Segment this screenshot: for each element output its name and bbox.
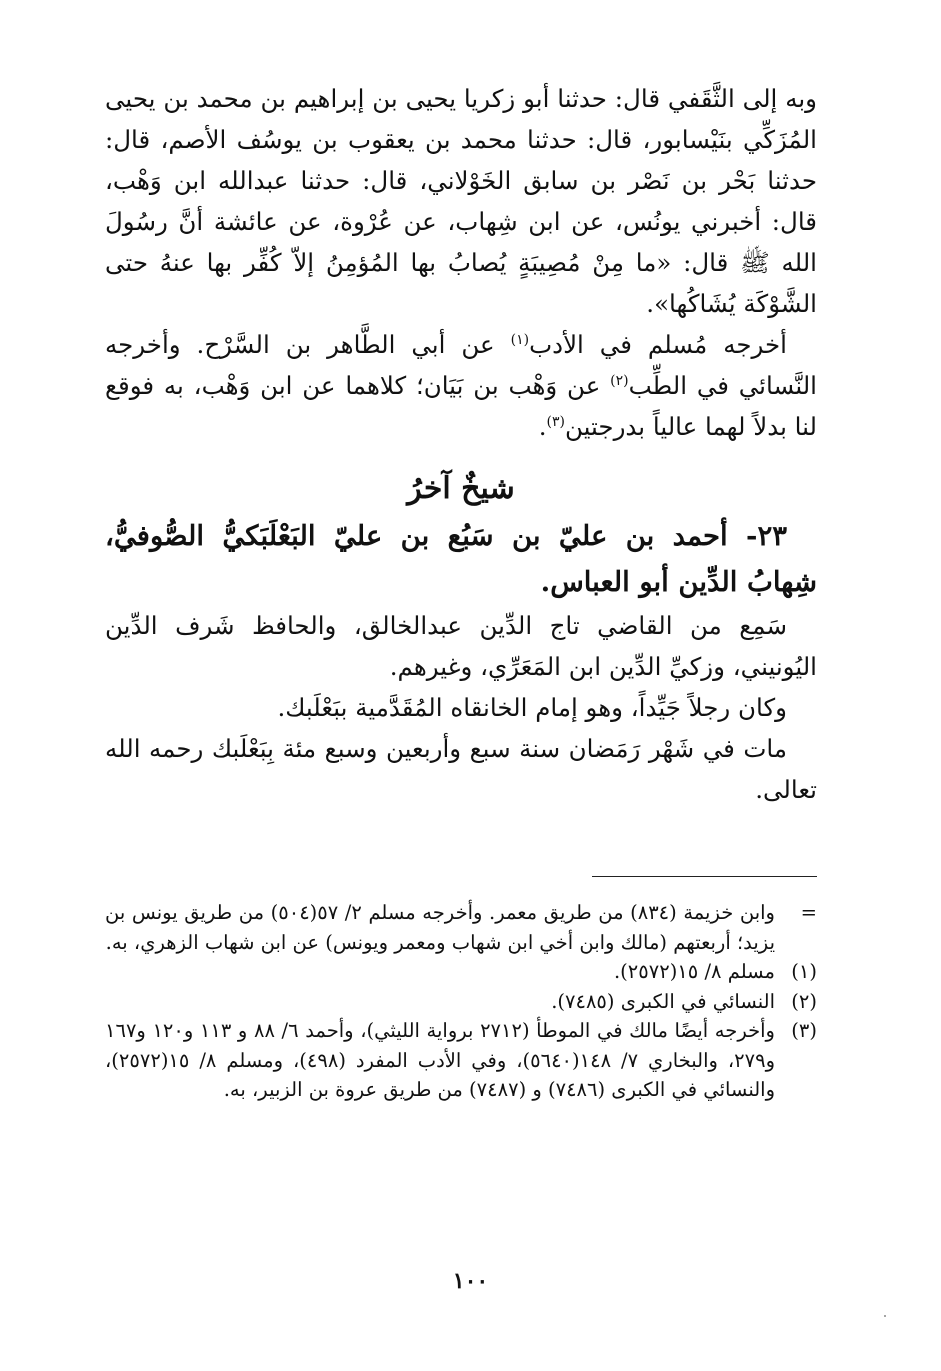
footnote-mark: (٣) — [791, 1019, 817, 1042]
description-paragraph: وكان رجلاً جَيِّداً، وهو إمام الخانقاه المُقَدَّمية ببَعْلَبك. — [277, 693, 787, 722]
footnote-ref-2: (٢) — [610, 372, 629, 389]
footnote-text: النسائي في الكبرى (٧٤٨٥). — [551, 989, 775, 1013]
footnote-separator — [592, 876, 817, 877]
takhrij-text-2: عن أبي الطَّاهر بن السَّرْح. وأخرجه النَّسائي في الطِّب — [105, 330, 817, 400]
takhrij-paragraph — [105, 324, 817, 447]
footnote-text: وأخرجه أيضًا مالك في الموطأ (٢٧١٢ برواية الليثي)، وأحمد ٦/ ٨٨ و ١١٣ و١٢٠ و١٦٧ و٢٧٩، والبخاري ٧/ ١٤٨(٥٦٤٠)، وفي الأدب المفرد (٤٩٨)، ومسلم ٨/ ١٥(٢٥٧٢)، والنسائي في الكبرى (٧٤٨٦) و (٧٤٨٧) من طريق عروة بن الزبير، به. — [105, 1019, 775, 1101]
footnote-mark: = — [800, 901, 817, 924]
takhrij-text-3: عن وَهْب بن بَيَان؛ كلاهما عن ابن وَهْب، به فوقع لنا بدلاً لهما عالياً بدرجتين — [105, 371, 817, 441]
takhrij-text-1: أخرجه مُسلم في الأدب — [529, 330, 787, 359]
footnote-mark: (١) — [791, 960, 817, 983]
page-number: ١٠٠ — [452, 1268, 489, 1294]
footnote-item — [105, 1016, 817, 1105]
footnote-item — [105, 987, 817, 1017]
section-heading: شيخٌ آخرُ — [407, 471, 515, 506]
footnote-ref-3: (٣) — [546, 413, 565, 430]
main-text — [105, 78, 817, 810]
footnote-text: مسلم ٨/ ١٥(٢٥٧٢). — [613, 960, 775, 983]
footnote-mark: (٢) — [791, 989, 817, 1013]
footnote-item — [105, 957, 817, 987]
footnote-item — [105, 898, 817, 957]
biography-paragraph: سَمِع من القاضي تاج الدِّين عبدالخالق، والحافظ شَرف الدِّين اليُونيني، وزكيِّ الدِّين ابن المَعَرِّي، وغيرهم. — [105, 611, 817, 681]
death-paragraph: مات في شَهْر رَمَضان سنة سبع وأربعين وسبع مئة بِبَعْلَبك رحمه الله تعالى. — [105, 734, 817, 804]
footnote-ref-1: (١) — [510, 331, 530, 348]
hadith-paragraph: وبه إلى الثَّقَفي قال: حدثنا أبو زكريا يحيى بن إبراهيم بن محمد بن يحيى المُزَكِّي بنَيْسابور، قال: حدثنا محمد بن يعقوب بن يوسُف الأصم، قال: حدثنا بَحْر بن نَصْر بن سابق الخَوْلاني، قال: حدثنا عبدالله ابن وَهْب، قال: أخبرني يونُس، عن ابن شِهاب، عن عُرْوة، عن عائشة أنَّ رسُولَ الله ﷺ قال: «ما مِنْ مُصِيبَةٍ يُصابُ بها المُؤمِنُ إلاّ كُفِّر بها عنهُ حتى الشَّوْكَة يُشَاكُها». — [105, 84, 817, 318]
takhrij-text-4: . — [538, 412, 547, 441]
scan-speck — [884, 1315, 886, 1317]
footnotes — [105, 898, 817, 1105]
footnote-text: وابن خزيمة (٨٣٤) من طريق معمر. وأخرجه مسلم ٢/ ٥٧(٥٠٤) من طريق يونس بن يزيد؛ أربعتهم (مالك وابن أخي ابن شهاب ومعمر ويونس) عن ابن شهاب الزهري، به. — [105, 901, 775, 954]
entry-title: ٢٣- أحمد بن عليّ بن سَبُع بن عليّ البَعْلَبَكيُّ الصُّوفيُّ، شِهابُ الدِّين أبو العباس. — [105, 520, 817, 598]
